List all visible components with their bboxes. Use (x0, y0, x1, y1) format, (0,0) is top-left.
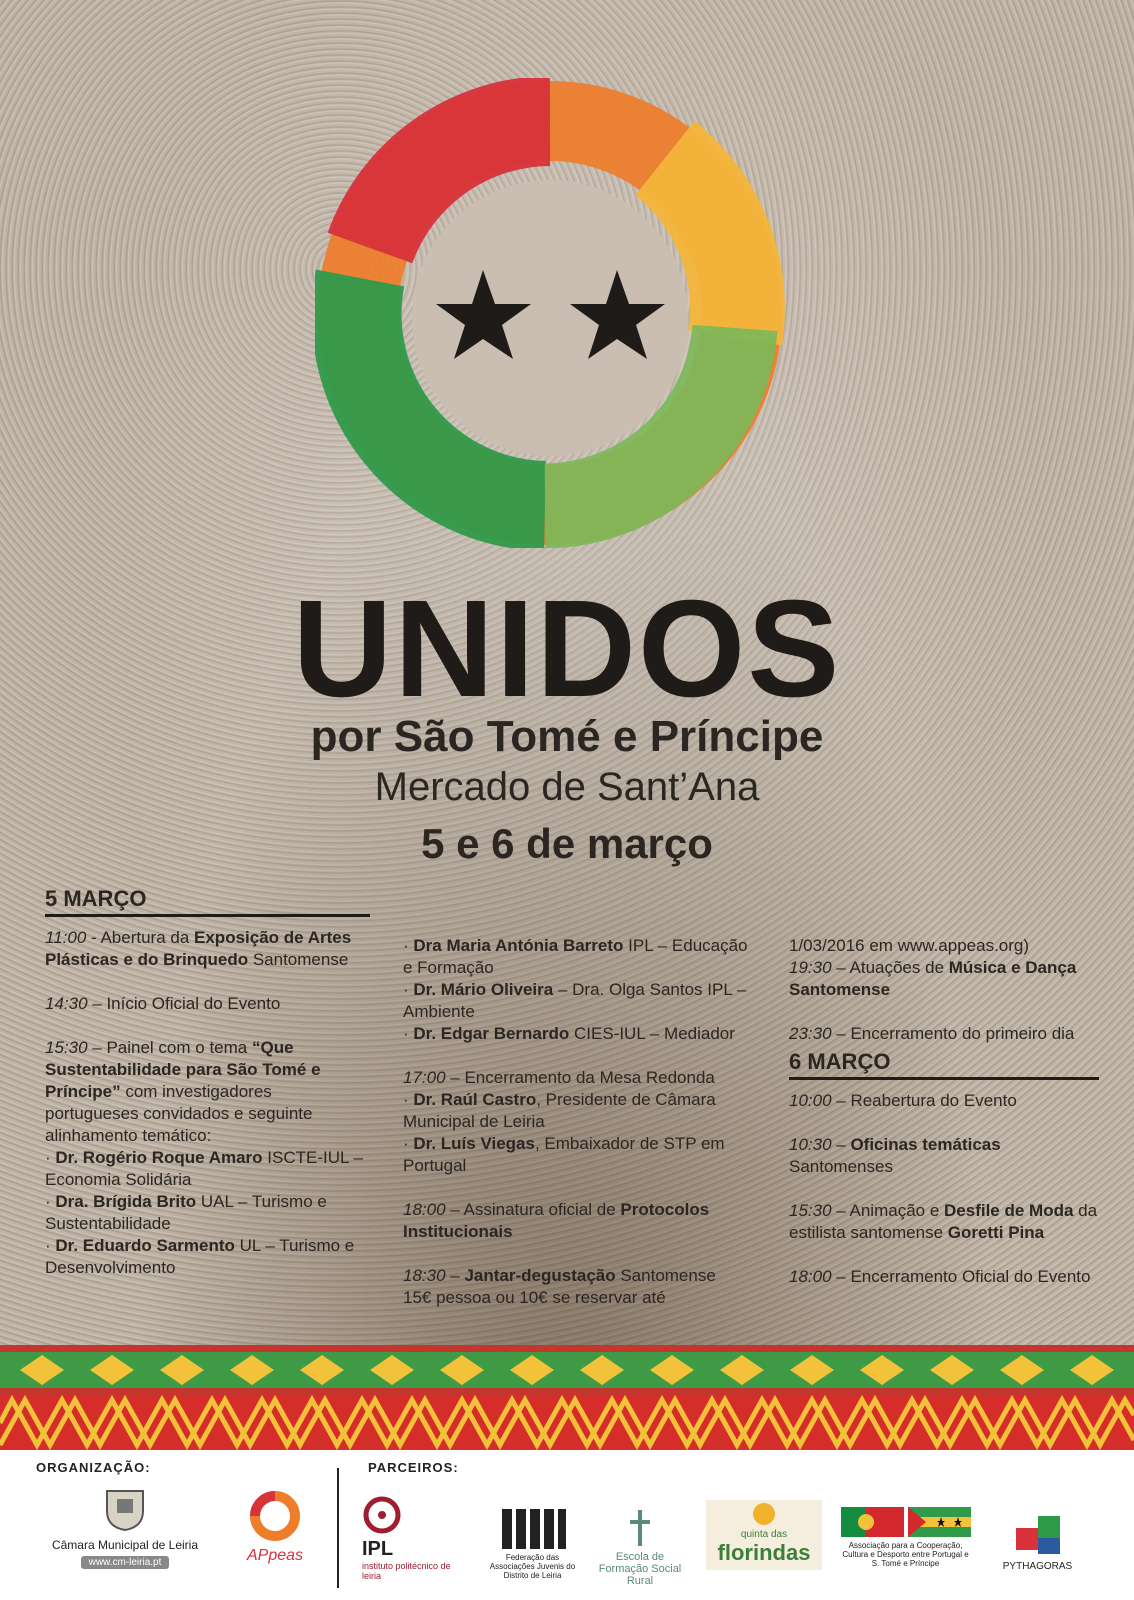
event-dates: 5 e 6 de março (421, 820, 713, 867)
pythagoras-logo (990, 1508, 1085, 1572)
ipl-name: IPL (362, 1538, 394, 1560)
day-heading: 5 MARÇO (45, 888, 370, 917)
federacao-logo (485, 1505, 580, 1580)
pattern-icon (0, 1345, 1134, 1395)
day-heading: 6 MARÇO (789, 1051, 1099, 1080)
schedule-item: 10:00 – Reabertura do Evento (789, 1091, 1017, 1110)
event-title: UNIDOS (292, 572, 842, 726)
speaker-item: · Dr. Mário Oliveira – Dra. Olga Santos IPL – Ambiente (403, 980, 747, 1021)
cross-icon (625, 1508, 655, 1548)
schedule-item: 14:30 – Início Oficial do Evento (45, 994, 281, 1013)
quinta-name: florindas (717, 1540, 811, 1565)
schedule-item: 18:30 – Jantar-degustação Santomense 15€ pessoa ou 10€ se reservar até (403, 1266, 716, 1307)
pattern-icon (0, 1395, 1134, 1450)
schedule-item: 10:30 – Oficinas temáticas Santomenses (789, 1135, 1001, 1176)
reservation-note: 1/03/2016 em www.appeas.org) (789, 936, 1030, 955)
federacao-name: Federação das Associações Juvenis do Distrito de Leiria (489, 1553, 576, 1580)
event-subtitle: por São Tomé e Príncipe (310, 712, 824, 761)
camara-logo (40, 1485, 210, 1569)
speaker-item: · Dra. Brígida Brito UAL – Turismo e Sustentabilidade (45, 1192, 327, 1233)
appeas-name: APpeas (246, 1547, 304, 1564)
camara-url-link[interactable]: www.cm-leiria.pt (81, 1556, 170, 1569)
speaker-item: · Dra Maria Antónia Barreto IPL – Educação e Formação (403, 936, 748, 977)
associacao-name: Associação para a Cooperação, Cultura e Desporto entre Portugal e S. Tomé e Príncipe (842, 1541, 969, 1568)
flags-icon (841, 1505, 971, 1539)
schedule-item: 17:00 – Encerramento da Mesa Redonda (403, 1068, 715, 1087)
schedule-column-3 (789, 935, 1099, 1310)
ring-logo-icon (247, 1488, 303, 1544)
footer-divider (337, 1468, 339, 1588)
schedule-column-1 (45, 888, 370, 1279)
speaker-item: · Dr. Eduardo Sarmento UL – Turismo e Desenvolvimento (45, 1236, 355, 1277)
camara-name: Câmara Municipal de Leiria (51, 1538, 199, 1552)
parceiros-label: PARCEIROS: (368, 1460, 459, 1475)
organizacao-label: ORGANIZAÇÃO: (36, 1460, 151, 1475)
appeas-logo (225, 1488, 325, 1565)
ipl-subtitle: instituto politécnico de leiria (362, 1561, 451, 1581)
schedule-item: 18:00 – Encerramento Oficial do Evento (789, 1267, 1091, 1286)
pythagoras-name: PYTHAGORAS (1002, 1561, 1073, 1572)
schedule-item: 15:30 – Painel com o tema “Que Sustentabilidade para São Tomé e Príncipe” com investigadores portugueses convidados e seguinte alinhamento temático: (45, 1038, 321, 1145)
cubes-icon (1008, 1508, 1068, 1558)
hand-icon (749, 1500, 779, 1526)
guest-item: · Dr. Luís Viegas, Embaixador de STP em Portugal (403, 1134, 725, 1175)
speaker-item: · Dr. Edgar Bernardo CIES-IUL – Mediador (403, 1024, 735, 1043)
quinta-florindas-logo (706, 1500, 822, 1570)
escola-name: Escola de Formação Social Rural (598, 1551, 682, 1587)
associacao-logo (838, 1505, 973, 1568)
ipl-logo (362, 1495, 472, 1581)
schedule-item: 23:30 – Encerramento do primeiro dia (789, 1024, 1075, 1043)
schedule-item: 15:30 – Animação e Desfile de Moda da estilista santomense Goretti Pina (789, 1201, 1098, 1242)
speaker-item: · Dr. Rogério Roque Amaro ISCTE-IUL – Economia Solidária (45, 1148, 364, 1189)
guest-item: · Dr. Raúl Castro, Presidente de Câmara Municipal de Leiria (403, 1090, 716, 1131)
schedule-item: 18:00 – Assinatura oficial de Protocolos Institucionais (403, 1200, 710, 1241)
quinta-small: quinta das (740, 1529, 788, 1540)
pattern-band-green (0, 1345, 1134, 1395)
figures-icon (498, 1505, 568, 1551)
event-venue: Mercado de Sant’Ana (374, 765, 760, 809)
pattern-band-red (0, 1395, 1134, 1450)
schedule-item: 19:30 – Atuações de Música e Dança Santomense (789, 958, 1077, 999)
event-logo (315, 78, 785, 548)
coat-of-arms-icon (103, 1485, 147, 1531)
schedule-item: 11:00 - Abertura da Exposição de Artes Plásticas e do Brinquedo Santomense (45, 928, 352, 969)
schedule-column-2 (403, 935, 748, 1331)
ipl-circle-icon (362, 1495, 402, 1535)
escola-logo (590, 1508, 690, 1587)
